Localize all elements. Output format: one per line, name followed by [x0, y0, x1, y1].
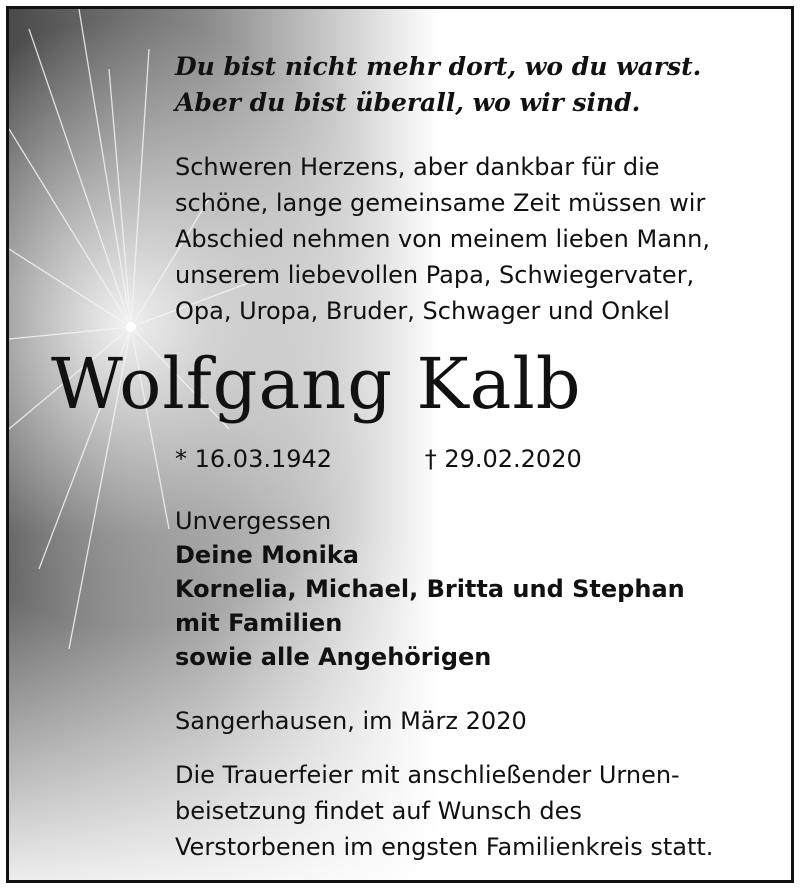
intro-line-3: Abschied nehmen von meinem lieben Mann,	[175, 225, 710, 253]
mourners	[175, 504, 685, 674]
death-date: † 29.02.2020	[424, 445, 582, 473]
deceased-name: Wolfgang Kalb	[51, 343, 582, 425]
mourner-name: Deine Monika	[175, 541, 359, 569]
mourner-name: mit Familien	[175, 609, 343, 637]
ceremony-line-2: beisetzung findet auf Wunsch des	[175, 797, 582, 825]
ceremony-line-3: Verstorbenen im engsten Familienkreis statt.	[175, 833, 714, 861]
ceremony-line-1: Die Trauerfeier mit anschließender Urnen-	[175, 761, 680, 789]
mourner-name: sowie alle Angehörigen	[175, 643, 492, 671]
intro-text	[175, 149, 775, 329]
verse-line-1: Du bist nicht mehr dort, wo du warst.	[175, 52, 702, 81]
verse	[175, 49, 701, 121]
verse-line-2: Aber du bist überall, wo wir sind.	[175, 88, 641, 117]
obituary-notice	[6, 6, 794, 883]
mourner-name: Kornelia, Michael, Britta und Stephan	[175, 575, 685, 603]
intro-line-4: unserem liebevollen Papa, Schwiegervater,	[175, 261, 695, 289]
intro-line-2: schöne, lange gemeinsame Zeit müssen wir	[175, 189, 706, 217]
ceremony-note	[175, 757, 775, 865]
intro-line-5: Opa, Uropa, Bruder, Schwager und Onkel	[175, 297, 670, 325]
birth-date: * 16.03.1942	[175, 445, 333, 473]
mourners-lead: Unvergessen	[175, 507, 332, 535]
intro-line-1: Schweren Herzens, aber dankbar für die	[175, 153, 660, 181]
life-dates	[175, 441, 582, 477]
notice-content	[9, 9, 791, 880]
place-date: Sangerhausen, im März 2020	[175, 707, 527, 735]
